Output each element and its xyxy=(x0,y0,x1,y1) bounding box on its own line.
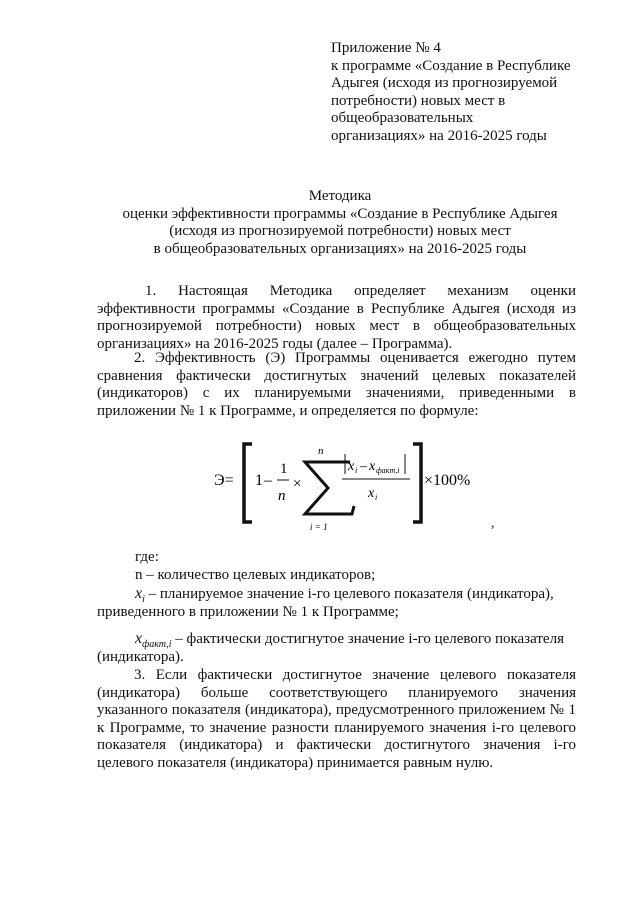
appendix-header xyxy=(331,40,621,145)
appendix-line: Приложение № 4 xyxy=(331,40,441,56)
title-line: Методика xyxy=(308,188,372,204)
right-bracket xyxy=(413,444,421,522)
numerator-x-sub: i xyxy=(355,466,358,475)
numerator-xfact: x xyxy=(369,459,376,474)
efficiency-formula xyxy=(200,440,500,535)
appendix-line: организациях» на 2016-2025 годы xyxy=(331,127,547,144)
appendix-line: потребности) новых мест в xyxy=(331,92,506,109)
formula-minus: – xyxy=(264,472,272,489)
paragraph-3: 3. Если фактически достигнутое значение целевого показателя (индикатора) больше соответствующего планируемого значения указанного показателя (индикатора), предусмотренного приложением № 1 к Программе, то значение разности планируемого значения i-го целевого показателя (индикатора) и фактически достигнутого значения i-го целевого показателя (индикатора) принимается равным нулю. xyxy=(97,667,576,771)
xfact-definition xyxy=(135,630,564,654)
appendix-line: Адыгея (исходя из прогнозируемой xyxy=(331,75,558,91)
denominator-x: x xyxy=(368,486,375,501)
sigma-sign xyxy=(305,462,354,514)
sum-upper-limit: n xyxy=(318,445,324,457)
formula-one: 1 xyxy=(255,472,263,489)
xi-definition-cont: приведенного в приложении № 1 к Программе; xyxy=(97,604,399,620)
xi-subscript: i xyxy=(142,594,145,605)
title-line: оценки эффективности программы «Создание в Республике Адыгея xyxy=(122,205,558,222)
xfact-definition-cont: (индикатора). xyxy=(97,649,184,665)
xfact-symbol: x xyxy=(135,630,143,647)
formula-lhs: Э= xyxy=(214,472,234,489)
xi-definition-text: – планируемое значение i-го целевого показателя (индикатора), xyxy=(144,586,554,602)
formula-comma: , xyxy=(491,516,495,531)
numerator-x: x xyxy=(348,459,355,474)
numerator-xfact-sub: факт,i xyxy=(376,466,400,475)
document-title xyxy=(60,188,620,258)
n-definition: n – количество целевых индикаторов; xyxy=(135,567,376,583)
denominator-x-sub: i xyxy=(375,493,378,502)
xi-symbol: x xyxy=(135,585,143,602)
fraction-numerator: 1 xyxy=(280,461,288,477)
title-line: в общеобразовательных организациях» на 2016-2025 годы xyxy=(153,240,527,257)
fraction-denominator: n xyxy=(278,488,286,504)
formula-times: × xyxy=(293,476,302,492)
paragraph-1: 1. Настоящая Методика определяет механизм оценки эффективности программы «Создание в Республике Адыгея (исходя из прогнозируемой потребности) новых мест в общеобразовательных организациях» на 2016-2025 годы (далее – Программа). xyxy=(97,283,576,352)
numerator-minus: – xyxy=(360,459,367,474)
where-label: где: xyxy=(135,549,159,565)
sum-lower-limit: i = 1 xyxy=(310,522,328,532)
appendix-line: к программе «Создание в Республике xyxy=(331,57,571,74)
paragraph-2: 2. Эффективность (Э) Программы оценивается ежегодно путем сравнения фактически достигнутых значений целевых показателей (индикаторов) с их планируемыми значениями, приведенными в приложении № 1 к Программе, и определяется по формуле: xyxy=(97,350,576,419)
xfact-definition-text: – фактически достигнутое значение i-го целевого показателя xyxy=(171,631,564,647)
formula-times-100: ×100% xyxy=(424,472,471,489)
title-line: (исходя из прогнозируемой потребности) новых мест xyxy=(169,223,511,239)
xfact-subscript: факт,i xyxy=(142,639,172,650)
appendix-line: общеобразовательных xyxy=(331,110,474,126)
left-bracket xyxy=(244,444,252,522)
